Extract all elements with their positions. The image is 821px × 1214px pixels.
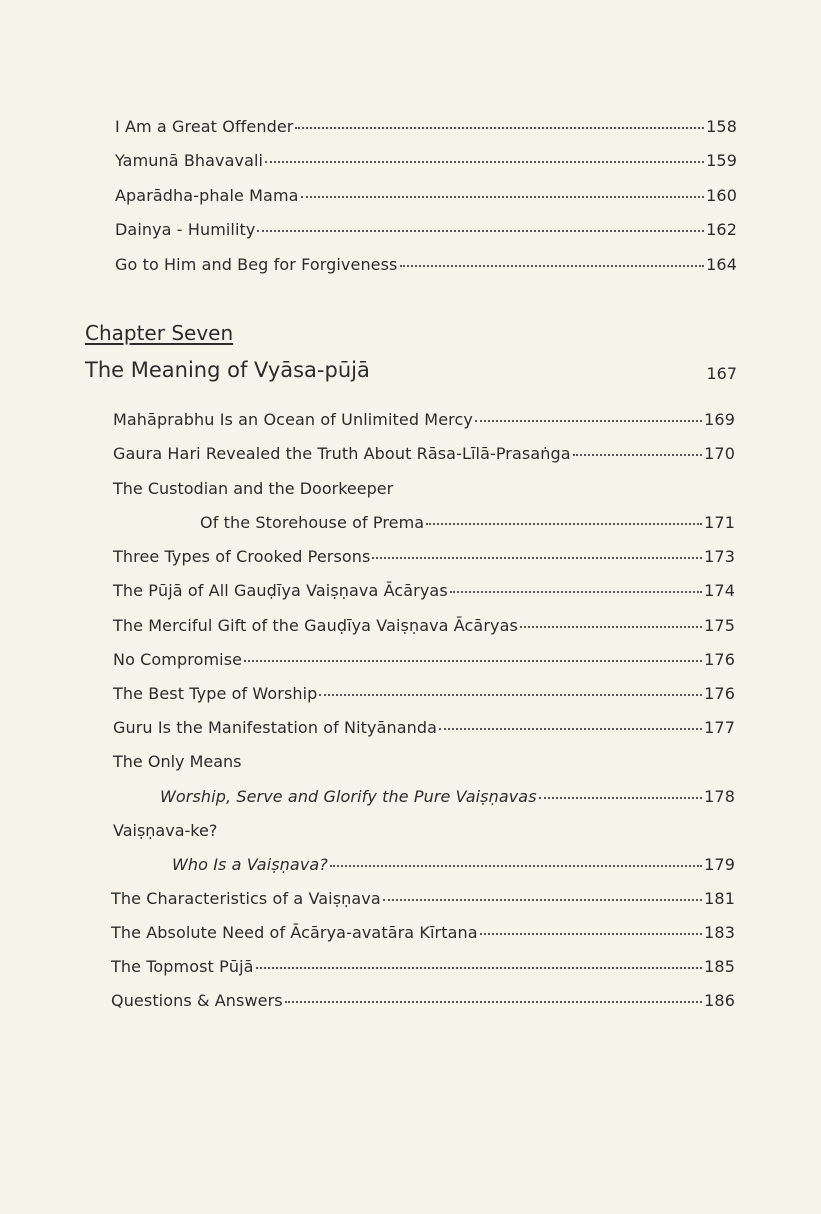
toc-entry-page: 175 xyxy=(704,616,735,635)
toc-entry-page: 177 xyxy=(704,718,735,737)
toc-entry-subtitle: Of the Storehouse of Prema xyxy=(200,513,425,532)
toc-entry xyxy=(111,923,735,942)
leader-dots xyxy=(257,230,704,232)
toc-entry-page: 186 xyxy=(704,991,735,1010)
toc-entry-title: The Merciful Gift of the Gauḍīya Vaiṣṇava Ācāryas xyxy=(113,616,518,635)
toc-entry-page: 183 xyxy=(704,923,735,942)
chapter-page: 167 xyxy=(706,364,737,383)
leader-dots xyxy=(295,127,704,129)
toc-entry xyxy=(113,650,735,669)
toc-entry-title: I Am a Great Offender xyxy=(115,117,294,136)
leader-dots xyxy=(285,1001,702,1003)
toc-entry xyxy=(113,718,735,737)
toc-entry-page: 169 xyxy=(704,410,735,429)
toc-entry-page: 159 xyxy=(706,151,737,170)
toc-entry-page: 179 xyxy=(704,855,735,874)
toc-entry xyxy=(115,186,737,205)
leader-dots xyxy=(256,967,703,969)
toc-entry-subtitle: Worship, Serve and Glorify the Pure Vaiṣṇavas xyxy=(160,787,537,806)
leader-dots xyxy=(265,161,704,163)
toc-entry-title: Dainya - Humility xyxy=(115,220,256,239)
leader-dots xyxy=(319,694,702,696)
toc-entry-title: Aparādha-phale Mama xyxy=(115,186,299,205)
leader-dots xyxy=(539,797,703,799)
toc-entry xyxy=(113,581,735,600)
toc-entry-title: The Topmost Pūjā xyxy=(111,957,254,976)
leader-dots xyxy=(383,899,702,901)
toc-entry-title: No Compromise xyxy=(113,650,243,669)
toc-entry-title: Three Types of Crooked Persons xyxy=(113,547,371,566)
leader-dots xyxy=(520,626,702,628)
toc-entry xyxy=(111,889,735,908)
chapter-heading: Chapter Seven xyxy=(85,321,234,345)
toc-entry-page: 170 xyxy=(704,444,735,463)
toc-entry-title: The Characteristics of a Vaiṣṇava xyxy=(111,889,381,908)
leader-dots xyxy=(480,933,703,935)
toc-entry-page: 176 xyxy=(704,684,735,703)
toc-entry-page: 181 xyxy=(704,889,735,908)
toc-entry-title: The Best Type of Worship xyxy=(113,684,318,703)
toc-entry-title: Questions & Answers xyxy=(111,991,283,1010)
toc-entry-page: 164 xyxy=(706,255,737,274)
leader-dots xyxy=(450,591,702,593)
toc-entry-page: 174 xyxy=(704,581,735,600)
leader-dots xyxy=(244,660,702,662)
toc-entry-title: The Absolute Need of Ācārya-avatāra Kīrtana xyxy=(111,923,478,942)
toc-entry xyxy=(113,616,735,635)
toc-entry-page: 160 xyxy=(706,186,737,205)
leader-dots xyxy=(475,420,702,422)
toc-entry-title: Guru Is the Manifestation of Nityānanda xyxy=(113,718,438,737)
toc-entry-title: The Only Means xyxy=(113,752,242,771)
toc-entry xyxy=(113,444,735,463)
leader-dots xyxy=(573,454,703,456)
toc-entry-page: 185 xyxy=(704,957,735,976)
chapter-title: The Meaning of Vyāsa-pūjā xyxy=(85,358,370,382)
leader-dots xyxy=(372,557,702,559)
toc-entry xyxy=(115,220,737,239)
toc-entry xyxy=(113,684,735,703)
toc-entry xyxy=(172,855,735,874)
toc-entry xyxy=(111,991,735,1010)
toc-entry-title: Vaiṣṇava-ke? xyxy=(113,821,218,840)
toc-entry-title: The Custodian and the Doorkeeper xyxy=(113,479,394,498)
leader-dots xyxy=(400,265,705,267)
toc-entry xyxy=(115,151,737,170)
toc-entry xyxy=(115,117,737,136)
leader-dots xyxy=(439,728,702,730)
toc-entry-title: Go to Him and Beg for Forgiveness xyxy=(115,255,398,274)
toc-entry xyxy=(113,547,735,566)
toc-entry-title: Gaura Hari Revealed the Truth About Rāsa-Līlā-Prasaṅga xyxy=(113,444,571,463)
toc-entry-page: 178 xyxy=(704,787,735,806)
toc-entry-page: 158 xyxy=(706,117,737,136)
toc-entry-title: Mahāprabhu Is an Ocean of Unlimited Mercy xyxy=(113,410,473,429)
toc-entry xyxy=(113,410,735,429)
toc-entry-title: Yamunā Bhavavali xyxy=(115,151,264,170)
toc-entry-page: 176 xyxy=(704,650,735,669)
leader-dots xyxy=(330,865,702,867)
toc-entry-page: 171 xyxy=(704,513,735,532)
toc-entry xyxy=(115,255,737,274)
leader-dots xyxy=(301,196,705,198)
toc-entry-page: 173 xyxy=(704,547,735,566)
leader-dots xyxy=(426,523,702,525)
toc-entry xyxy=(200,513,735,532)
toc-entry-subtitle: Who Is a Vaiṣṇava? xyxy=(172,855,328,874)
toc-entry xyxy=(111,957,735,976)
toc-entry xyxy=(160,787,735,806)
toc-entry-page: 162 xyxy=(706,220,737,239)
toc-entry-title: The Pūjā of All Gauḍīya Vaiṣṇava Ācāryas xyxy=(113,581,448,600)
